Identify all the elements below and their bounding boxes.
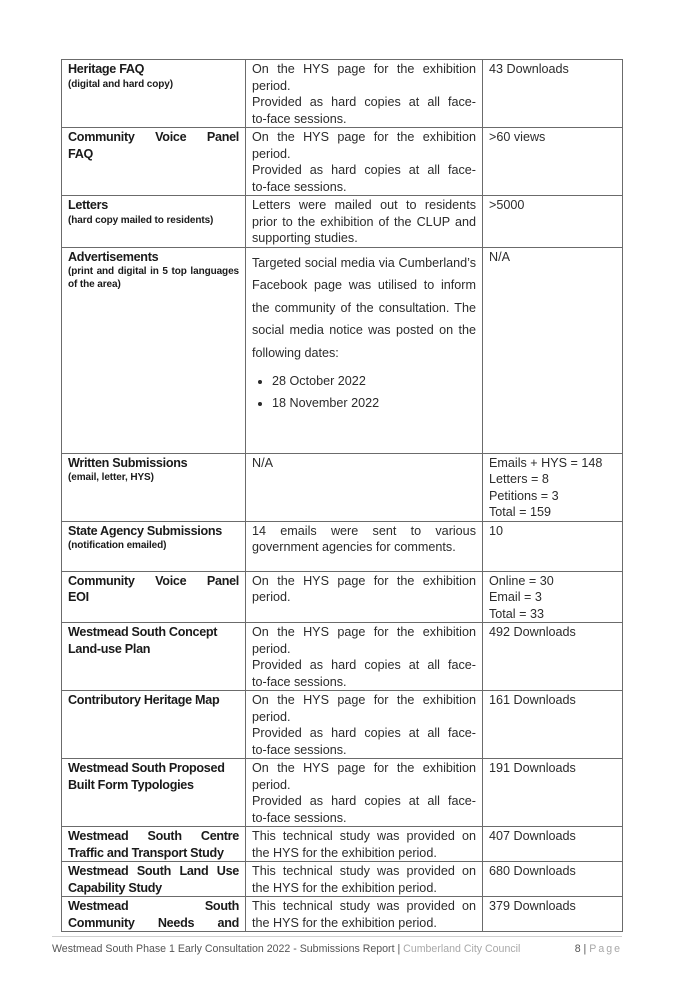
row-title: EOI [68, 590, 89, 604]
table-row [62, 196, 623, 248]
page-number-value: 8 [574, 943, 581, 955]
row-title: Written Submissions [68, 455, 188, 470]
row-result-cell [483, 247, 623, 453]
row-description-cell [246, 196, 483, 248]
row-title: Community Voice Panel [68, 130, 239, 144]
list-item: • 28 October 2022 [272, 370, 476, 392]
row-subtitle: (digital and hard copy) [68, 78, 173, 90]
row-result-cell [483, 691, 623, 759]
row-title: Built Form Typologies [68, 777, 194, 792]
table-row [62, 897, 623, 932]
desc-line: the HYS for the exhibition period. [252, 880, 437, 895]
result-line: Letters = 8 [489, 472, 549, 486]
result-line: Petitions = 3 [489, 488, 559, 503]
row-title: Westmead South [68, 899, 239, 913]
desc-line: Provided as hard copies at all face- [252, 658, 476, 672]
desc-line: the HYS for the exhibition period. [252, 845, 437, 860]
row-description-cell [246, 128, 483, 196]
table-row [62, 521, 623, 571]
desc-line: to-face sessions. [252, 179, 347, 194]
row-title-cell [62, 691, 246, 759]
row-result-cell [483, 759, 623, 827]
row-subtitle: (hard copy mailed to residents) [68, 214, 214, 226]
desc-line: to-face sessions. [252, 742, 347, 757]
table-row [62, 691, 623, 759]
table-row [62, 247, 623, 453]
result-line: Online = 30 [489, 573, 554, 588]
row-description-cell [246, 897, 483, 932]
row-title: Land-use Plan [68, 641, 151, 656]
row-description-cell [246, 453, 483, 521]
row-description-cell [246, 827, 483, 862]
table-row [62, 759, 623, 827]
page-separator: | [580, 943, 590, 955]
desc-line: to-face sessions. [252, 810, 347, 825]
row-title: Contributory Heritage Map [68, 693, 220, 707]
desc-line: to-face sessions. [252, 111, 347, 126]
footer-separator: | [394, 943, 404, 955]
row-title-cell [62, 623, 246, 691]
row-title-cell [62, 571, 246, 623]
result-line: 10 [489, 523, 504, 538]
row-result-cell [483, 862, 623, 897]
row-title-cell [62, 60, 246, 128]
desc-line: Provided as hard copies at all face- [252, 726, 476, 740]
row-title-cell [62, 759, 246, 827]
table-row [62, 60, 623, 128]
result-line: >5000 [489, 198, 525, 212]
table-row [62, 623, 623, 691]
page-word: Page [589, 943, 622, 955]
result-line: Emails + HYS = 148 [489, 455, 603, 470]
desc-line: On the HYS page for the exhibition [252, 62, 476, 76]
table-row [62, 453, 623, 521]
row-title: Westmead South Land Use [68, 864, 239, 878]
table-row [62, 128, 623, 196]
desc-line: period. [252, 590, 291, 604]
desc-line: period. [252, 777, 291, 792]
row-title: Heritage FAQ [68, 62, 145, 76]
desc-line: This technical study was provided on [252, 829, 476, 843]
row-title-cell [62, 827, 246, 862]
table-row [62, 571, 623, 623]
result-line: N/A [489, 249, 510, 264]
result-line: Email = 3 [489, 590, 542, 604]
desc-line: On the HYS page for the exhibition [252, 573, 476, 588]
row-description-cell [246, 521, 483, 571]
row-description-cell [246, 247, 483, 453]
row-title-cell [62, 897, 246, 932]
result-line: 492 Downloads [489, 625, 576, 639]
desc-line: This technical study was provided on [252, 899, 476, 913]
table-row [62, 827, 623, 862]
desc-line: On the HYS page for the exhibition [252, 625, 476, 639]
desc-line: the HYS for the exhibition period. [252, 915, 437, 930]
row-title: FAQ [68, 146, 93, 161]
result-line: Total = 33 [489, 606, 544, 621]
row-title: Advertisements [68, 249, 159, 264]
row-description-cell [246, 691, 483, 759]
row-description-cell [246, 759, 483, 827]
row-subtitle: (notification emailed) [68, 540, 167, 551]
row-title-cell [62, 196, 246, 248]
row-title: State Agency Submissions [68, 523, 222, 538]
row-title: Community Voice Panel [68, 573, 239, 588]
page-number [575, 943, 622, 955]
desc-line: N/A [252, 455, 273, 470]
result-line: 407 Downloads [489, 829, 576, 843]
list-item: • 18 November 2022 [272, 392, 476, 414]
row-subtitle: (email, letter, HYS) [68, 472, 154, 483]
table-row [62, 862, 623, 897]
row-result-cell [483, 827, 623, 862]
desc-line: Provided as hard copies at all face- [252, 794, 476, 808]
row-title-cell [62, 862, 246, 897]
desc-line: On the HYS page for the exhibition [252, 761, 476, 775]
row-title: Letters [68, 198, 108, 212]
row-title: Westmead South Proposed [68, 761, 225, 775]
desc-line: On the HYS page for the exhibition [252, 693, 476, 707]
row-result-cell [483, 571, 623, 623]
row-title: Westmead South Concept [68, 625, 218, 639]
desc-line: This technical study was provided on [252, 864, 476, 878]
desc-text: 14 emails were sent to various government agencies for comments. [252, 523, 476, 554]
footer-report-title: Westmead South Phase 1 Early Consultation 2022 - Submissions Report [52, 943, 395, 955]
row-result-cell [483, 128, 623, 196]
result-line: 191 Downloads [489, 761, 576, 775]
row-result-cell [483, 196, 623, 248]
row-title-cell [62, 521, 246, 571]
result-line: 161 Downloads [489, 693, 576, 707]
result-line: >60 views [489, 130, 546, 144]
result-line: Total = 159 [489, 505, 551, 519]
submissions-table [61, 59, 623, 932]
desc-text: Targeted social media via Cumberland’s Facebook page was utilised to inform the community of the consultation. The social media notice was posted on the following dates: [252, 255, 476, 360]
desc-line: period. [252, 78, 291, 93]
desc-line: Provided as hard copies at all face- [252, 95, 476, 109]
row-title: Community Needs and [68, 915, 239, 930]
row-title: Westmead South Centre [68, 829, 239, 843]
row-result-cell [483, 453, 623, 521]
desc-line: period. [252, 146, 291, 161]
row-title: Capability Study [68, 880, 162, 895]
row-result-cell [483, 623, 623, 691]
page-footer [52, 936, 622, 955]
date-list [252, 370, 476, 414]
desc-line: to-face sessions. [252, 674, 347, 689]
row-title: Traffic and Transport Study [68, 845, 224, 860]
row-description-cell [246, 571, 483, 623]
desc-line: period. [252, 709, 291, 724]
row-result-cell [483, 521, 623, 571]
row-result-cell [483, 897, 623, 932]
desc-line: period. [252, 641, 291, 656]
row-description-cell [246, 862, 483, 897]
result-line: 680 Downloads [489, 864, 576, 878]
row-title-cell [62, 128, 246, 196]
row-description-cell [246, 623, 483, 691]
row-title-cell [62, 453, 246, 521]
row-subtitle: (print and digital in 5 top languages of the area) [68, 266, 239, 290]
desc-text: Letters were mailed out to residents prior to the exhibition of the CLUP and supporting studies. [252, 198, 476, 245]
desc-line: On the HYS page for the exhibition [252, 130, 476, 144]
row-description-cell [246, 60, 483, 128]
result-line: 379 Downloads [489, 899, 576, 913]
result-line: 43 Downloads [489, 62, 569, 76]
desc-line: Provided as hard copies at all face- [252, 163, 476, 177]
footer-organisation: Cumberland City Council [403, 943, 521, 955]
row-result-cell [483, 60, 623, 128]
row-title-cell [62, 247, 246, 453]
